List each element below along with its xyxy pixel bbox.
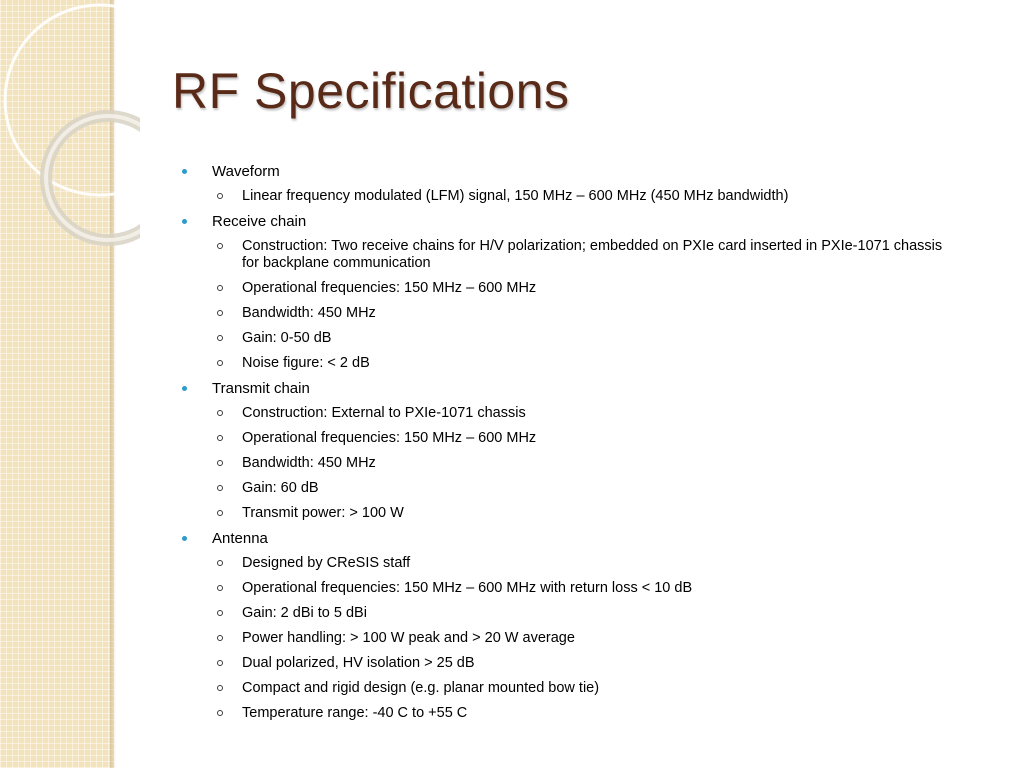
sub-bullet bbox=[212, 655, 962, 672]
hollow-circle-bullet-icon bbox=[217, 560, 223, 566]
sub-bullet bbox=[212, 630, 962, 647]
decorative-ring-small bbox=[46, 116, 140, 240]
bullet-content bbox=[182, 163, 962, 730]
sub-bullet bbox=[212, 480, 962, 497]
sub-bullet bbox=[212, 505, 962, 522]
sub-list bbox=[212, 188, 962, 205]
sub-list bbox=[212, 405, 962, 522]
sub-bullet-text: Bandwidth: 450 MHz bbox=[242, 455, 376, 471]
hollow-circle-bullet-icon bbox=[217, 710, 223, 716]
bullet-antenna bbox=[182, 530, 962, 722]
filled-circle-bullet-icon bbox=[182, 536, 187, 541]
hollow-circle-bullet-icon bbox=[217, 335, 223, 341]
bullet-text: Waveform bbox=[212, 163, 280, 180]
bullet-text: Receive chain bbox=[212, 213, 307, 230]
hollow-circle-bullet-icon bbox=[217, 435, 223, 441]
hollow-circle-bullet-icon bbox=[217, 193, 223, 199]
sub-bullet bbox=[212, 405, 962, 422]
filled-circle-bullet-icon bbox=[182, 386, 187, 391]
sub-bullet-text: Operational frequencies: 150 MHz – 600 MHz bbox=[242, 280, 537, 296]
sub-bullet bbox=[212, 455, 962, 472]
bullet-text: Transmit chain bbox=[212, 380, 310, 397]
hollow-circle-bullet-icon bbox=[217, 410, 223, 416]
filled-circle-bullet-icon bbox=[182, 169, 187, 174]
sub-bullet bbox=[212, 555, 962, 572]
sub-list bbox=[212, 238, 962, 372]
sub-bullet bbox=[212, 605, 962, 622]
sub-bullet-text: Construction: External to PXIe-1071 chassis bbox=[242, 405, 526, 421]
hollow-circle-bullet-icon bbox=[217, 285, 223, 291]
sub-bullet-text: Linear frequency modulated (LFM) signal, 150 MHz – 600 MHz (450 MHz bandwidth) bbox=[242, 188, 789, 204]
sub-bullet bbox=[212, 305, 962, 322]
sub-bullet-text: Operational frequencies: 150 MHz – 600 MHz bbox=[242, 430, 537, 446]
sub-bullet bbox=[212, 188, 962, 205]
hollow-circle-bullet-icon bbox=[217, 585, 223, 591]
bullet-waveform bbox=[182, 163, 962, 205]
slide-title: RF Specifications bbox=[172, 63, 570, 119]
hollow-circle-bullet-icon bbox=[217, 660, 223, 666]
hollow-circle-bullet-icon bbox=[217, 460, 223, 466]
sub-bullet bbox=[212, 280, 962, 297]
hollow-circle-bullet-icon bbox=[217, 685, 223, 691]
hollow-circle-bullet-icon bbox=[217, 510, 223, 516]
hollow-circle-bullet-icon bbox=[217, 635, 223, 641]
decorative-rings bbox=[0, 0, 140, 300]
bullet-list bbox=[182, 163, 962, 722]
sub-bullet-text: Gain: 60 dB bbox=[242, 480, 319, 496]
sub-bullet-text: Construction: Two receive chains for H/V polarization; embedded on PXIe card inserted in PXIe-1071 chassis for backplane communication bbox=[242, 238, 943, 271]
sub-bullet bbox=[212, 680, 962, 697]
filled-circle-bullet-icon bbox=[182, 219, 187, 224]
hollow-circle-bullet-icon bbox=[217, 243, 223, 249]
sub-list bbox=[212, 555, 962, 722]
bullet-text: Antenna bbox=[212, 530, 268, 547]
sub-bullet-text: Compact and rigid design (e.g. planar mounted bow tie) bbox=[242, 680, 600, 696]
bullet-transmit-chain bbox=[182, 380, 962, 522]
sub-bullet bbox=[212, 355, 962, 372]
sub-bullet-text: Power handling: > 100 W peak and > 20 W average bbox=[242, 630, 575, 646]
sub-bullet-text: Designed by CReSIS staff bbox=[242, 555, 411, 571]
hollow-circle-bullet-icon bbox=[217, 310, 223, 316]
sub-bullet-text: Dual polarized, HV isolation > 25 dB bbox=[242, 655, 475, 671]
sub-bullet-text: Bandwidth: 450 MHz bbox=[242, 305, 376, 321]
sub-bullet-text: Gain: 0-50 dB bbox=[242, 330, 332, 346]
sub-bullet bbox=[212, 238, 962, 272]
sub-bullet-text: Gain: 2 dBi to 5 dBi bbox=[242, 605, 367, 621]
sub-bullet bbox=[212, 330, 962, 347]
hollow-circle-bullet-icon bbox=[217, 610, 223, 616]
sub-bullet bbox=[212, 580, 962, 597]
sub-bullet bbox=[212, 705, 962, 722]
sub-bullet bbox=[212, 430, 962, 447]
bullet-receive-chain bbox=[182, 213, 962, 372]
decorative-ring-large bbox=[5, 5, 140, 195]
sub-bullet-text: Noise figure: < 2 dB bbox=[242, 355, 370, 371]
sub-bullet-text: Temperature range: -40 C to +55 C bbox=[242, 705, 468, 721]
sub-bullet-text: Operational frequencies: 150 MHz – 600 MHz with return loss < 10 dB bbox=[242, 580, 693, 596]
sub-bullet-text: Transmit power: > 100 W bbox=[242, 505, 404, 521]
hollow-circle-bullet-icon bbox=[217, 485, 223, 491]
hollow-circle-bullet-icon bbox=[217, 360, 223, 366]
